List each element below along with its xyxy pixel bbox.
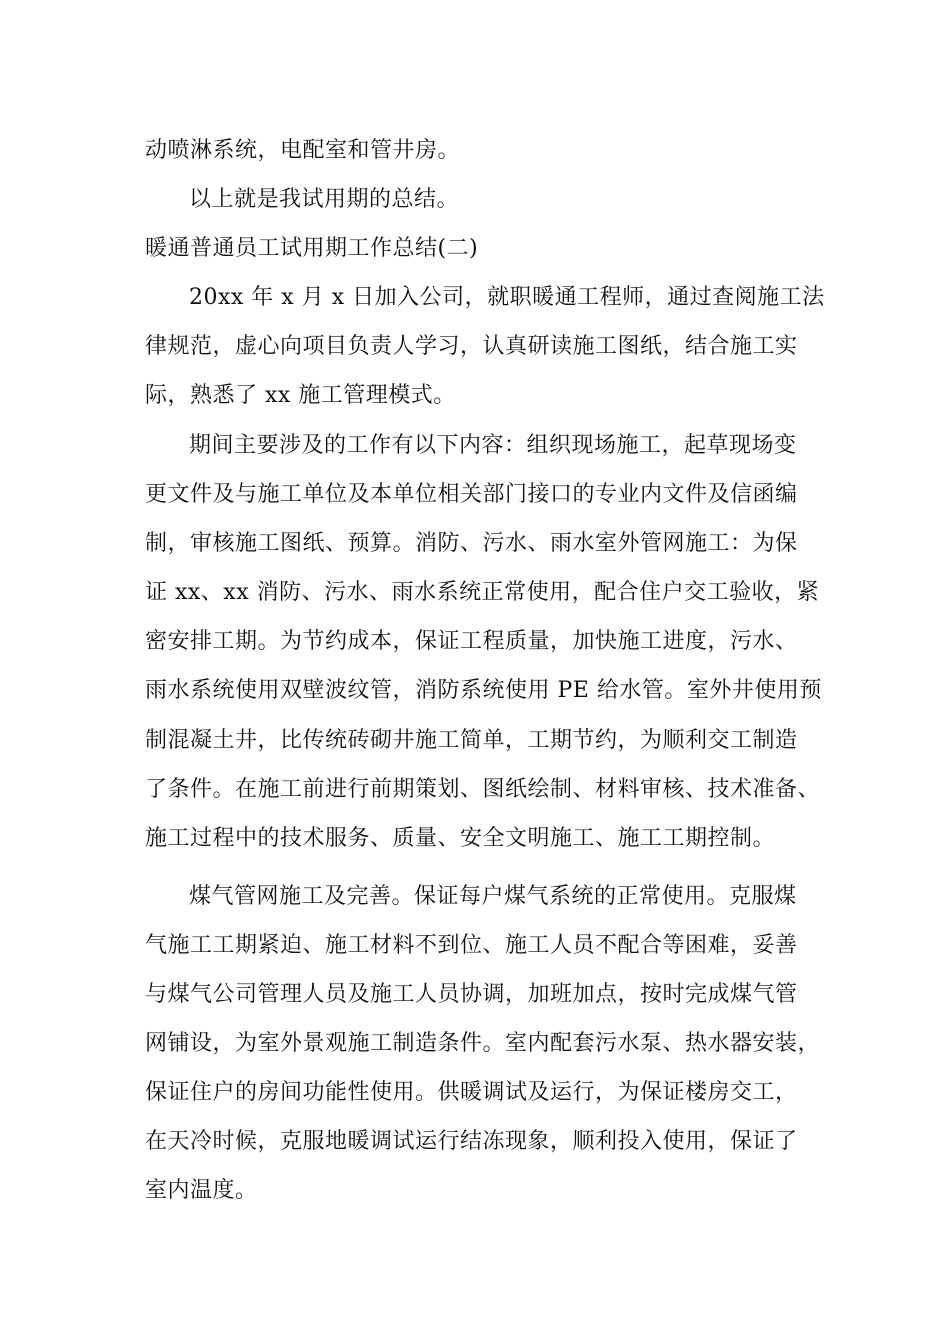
text-line: 以上就是我试用期的总结。 <box>189 187 460 212</box>
text-line: 际，熟悉了 xx 施工管理模式。 <box>145 383 456 408</box>
text-line: 20xx 年 x 月 x 日加入公司，就职暖通工程师，通过查阅施工法 <box>189 285 825 310</box>
text-line: 雨水系统使用双壁波纹管，消防系统使用 PE 给水管。室外井使用预 <box>145 678 822 703</box>
text-line: 施工过程中的技术服务、质量、安全文明施工、施工工期控制。 <box>145 826 776 851</box>
text-line: 气施工工期紧迫、施工材料不到位、施工人员不配合等困难，妥善 <box>145 933 798 958</box>
text-line: 在天冷时候，克服地暖调试运行结冻现象，顺利投入使用，保证了 <box>145 1129 798 1154</box>
text-line: 室内温度。 <box>145 1178 258 1203</box>
text-line: 了条件。在施工前进行前期策划、图纸绘制、材料审核、技术准备、 <box>145 777 821 802</box>
text-line: 密安排工期。为节约成本，保证工程质量，加快施工进度，污水、 <box>145 629 798 654</box>
text-line: 保证住户的房间功能性使用。供暖调试及运行，为保证楼房交工， <box>145 1080 798 1105</box>
text-line: 证 xx、xx 消防、污水、雨水系统正常使用，配合住户交工验收，紧 <box>145 580 820 605</box>
text-line: 动喷淋系统，电配室和管井房。 <box>145 138 461 163</box>
text-line: 制混凝土井，比传统砖砌井施工简单，工期节约，为顺利交工制造 <box>145 728 798 753</box>
text-line: 更文件及与施工单位及本单位相关部门接口的专业内文件及信函编 <box>145 482 798 507</box>
text-line: 期间主要涉及的工作有以下内容：组织现场施工，起草现场变 <box>189 433 797 458</box>
text-line: 煤气管网施工及完善。保证每户煤气系统的正常使用。克服煤 <box>189 884 797 909</box>
text-line: 与煤气公司管理人员及施工人员协调，加班加点，按时完成煤气管 <box>145 982 798 1007</box>
section-heading: 暖通普通员工试用期工作总结(二) <box>145 236 479 261</box>
text-line: 律规范，虚心向项目负责人学习，认真研读施工图纸，结合施工实 <box>145 334 798 359</box>
text-line: 网铺设，为室外景观施工制造条件。室内配套污水泵、热水器安装， <box>145 1031 821 1056</box>
text-line: 制，审核施工图纸、预算。消防、污水、雨水室外管网施工：为保 <box>145 531 798 556</box>
